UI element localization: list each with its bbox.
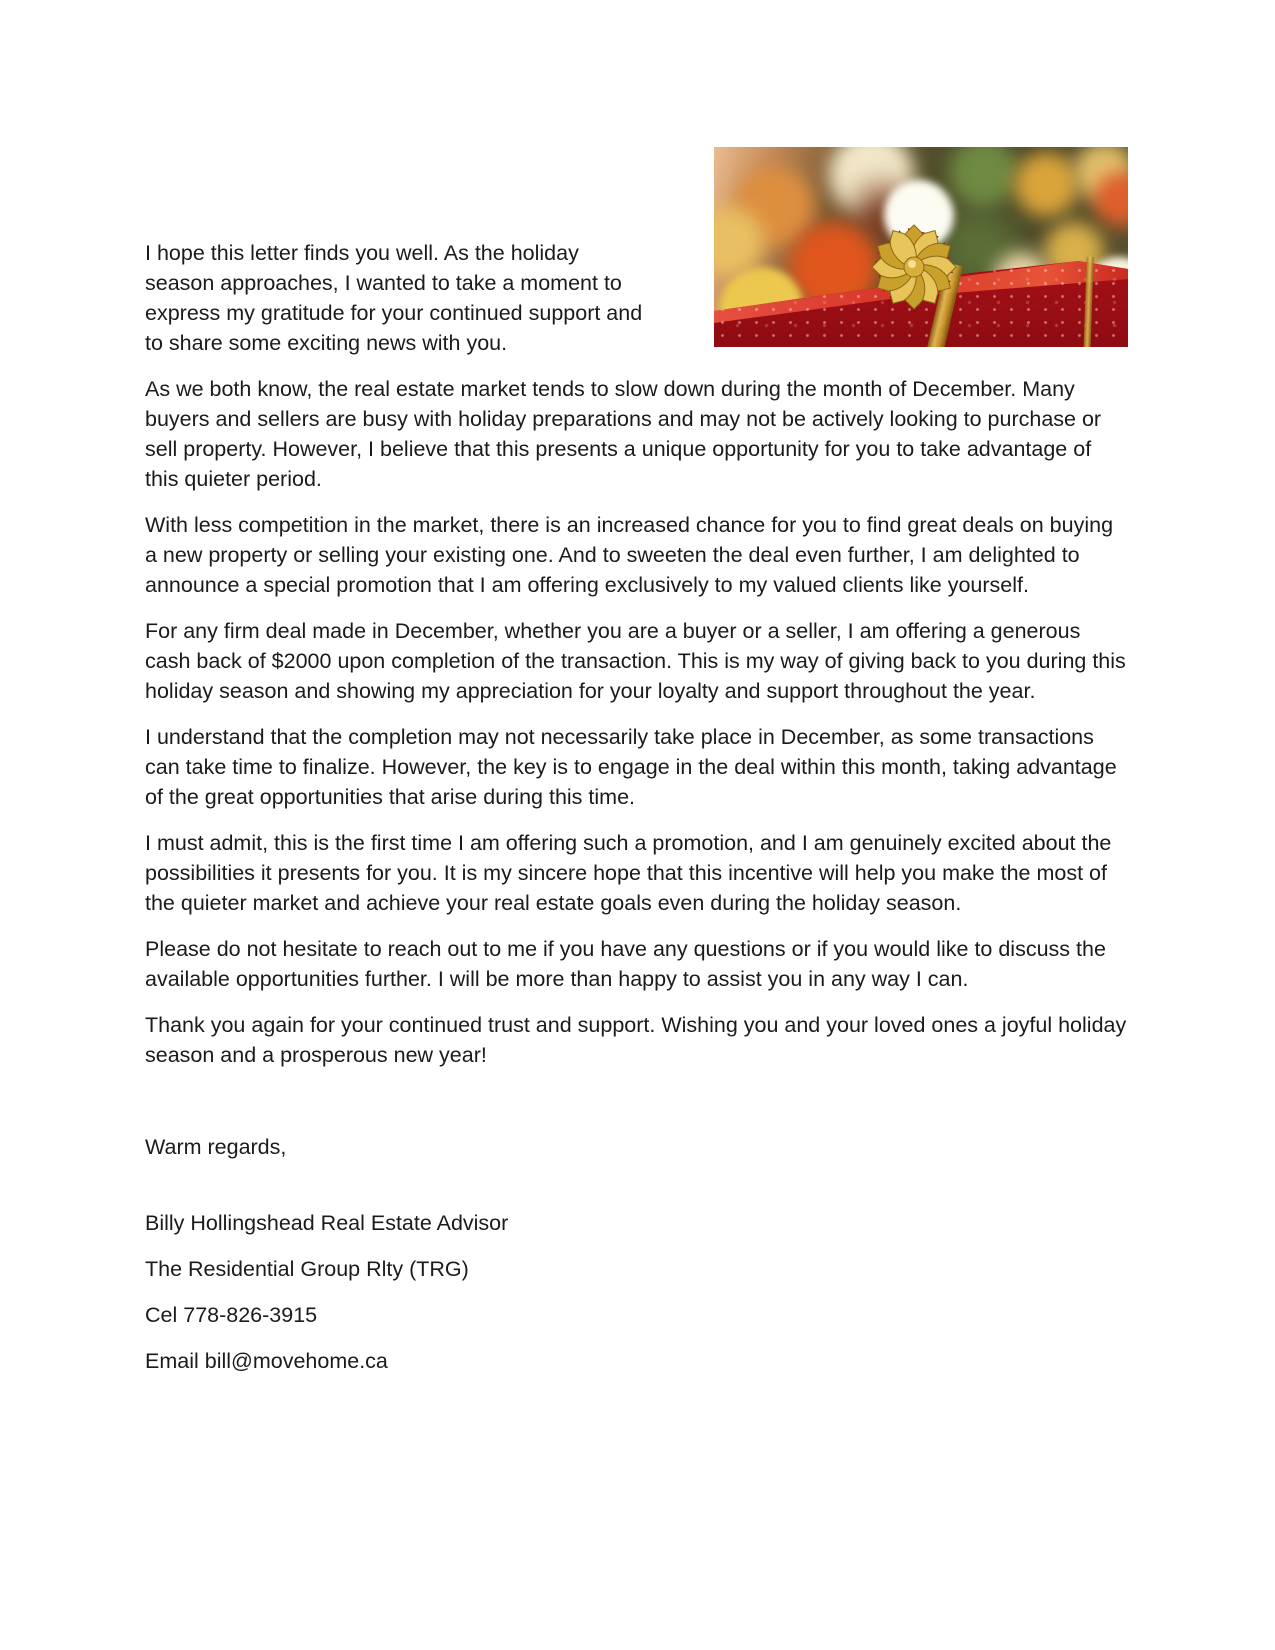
letter-body	[145, 238, 1130, 1392]
letter-paragraph: I must admit, this is the first time I am offering such a promotion, and I am genuinely excited about the possibilities it presents for you. It is my sincere hope that this incentive will help you make the most of the quieter market and achieve your real estate goals even during the holiday season.	[145, 831, 1112, 915]
letter-paragraph: With less competition in the market, there is an increased chance for you to find great deals on buying a new property or selling your existing one. And to sweeten the deal even further, I am delighted to announce a special promotion that I am offering exclusively to my valued clients like yourself.	[145, 513, 1114, 597]
signature-name: Billy Hollingshead Real Estate Advisor	[145, 1211, 509, 1235]
letter-paragraph: Please do not hesitate to reach out to me if you have any questions or if you would like to discuss the available opportunities further. I will be more than happy to assist you in any way I can.	[145, 937, 1106, 991]
letter-paragraph: I hope this letter finds you well. As the holiday season approaches, I wanted to take a moment to express my gratitude for your continued support and to share some exciting news with you.	[145, 241, 643, 355]
signature-company: The Residential Group Rlty (TRG)	[145, 1257, 469, 1281]
closing-line: Warm regards,	[145, 1135, 287, 1159]
letter-paragraph: I understand that the completion may not necessarily take place in December, as some transactions can take time to finalize. However, the key is to engage in the deal within this month, taking advantage of the great opportunities that arise during this time.	[145, 725, 1117, 809]
signature-phone: Cel 778-826-3915	[145, 1303, 318, 1327]
signature-email: Email bill@movehome.ca	[145, 1349, 388, 1373]
letter-paragraph: For any firm deal made in December, whether you are a buyer or a seller, I am offering a generous cash back of $2000 upon completion of the transaction. This is my way of giving back to you during this holiday season and showing my appreciation for your loyalty and support throughout the year.	[145, 619, 1126, 703]
letter-paragraph: Thank you again for your continued trust and support. Wishing you and your loved ones a joyful holiday season and a prosperous new year!	[145, 1013, 1127, 1067]
bokeh-light	[949, 147, 1019, 207]
letter-paragraph: As we both know, the real estate market tends to slow down during the month of December. Many buyers and sellers are busy with holiday preparations and may not be actively looking to purchase or sell property. However, I believe that this presents a unique opportunity for you to take advantage of this quieter period.	[145, 377, 1102, 491]
bokeh-light	[1014, 152, 1079, 217]
